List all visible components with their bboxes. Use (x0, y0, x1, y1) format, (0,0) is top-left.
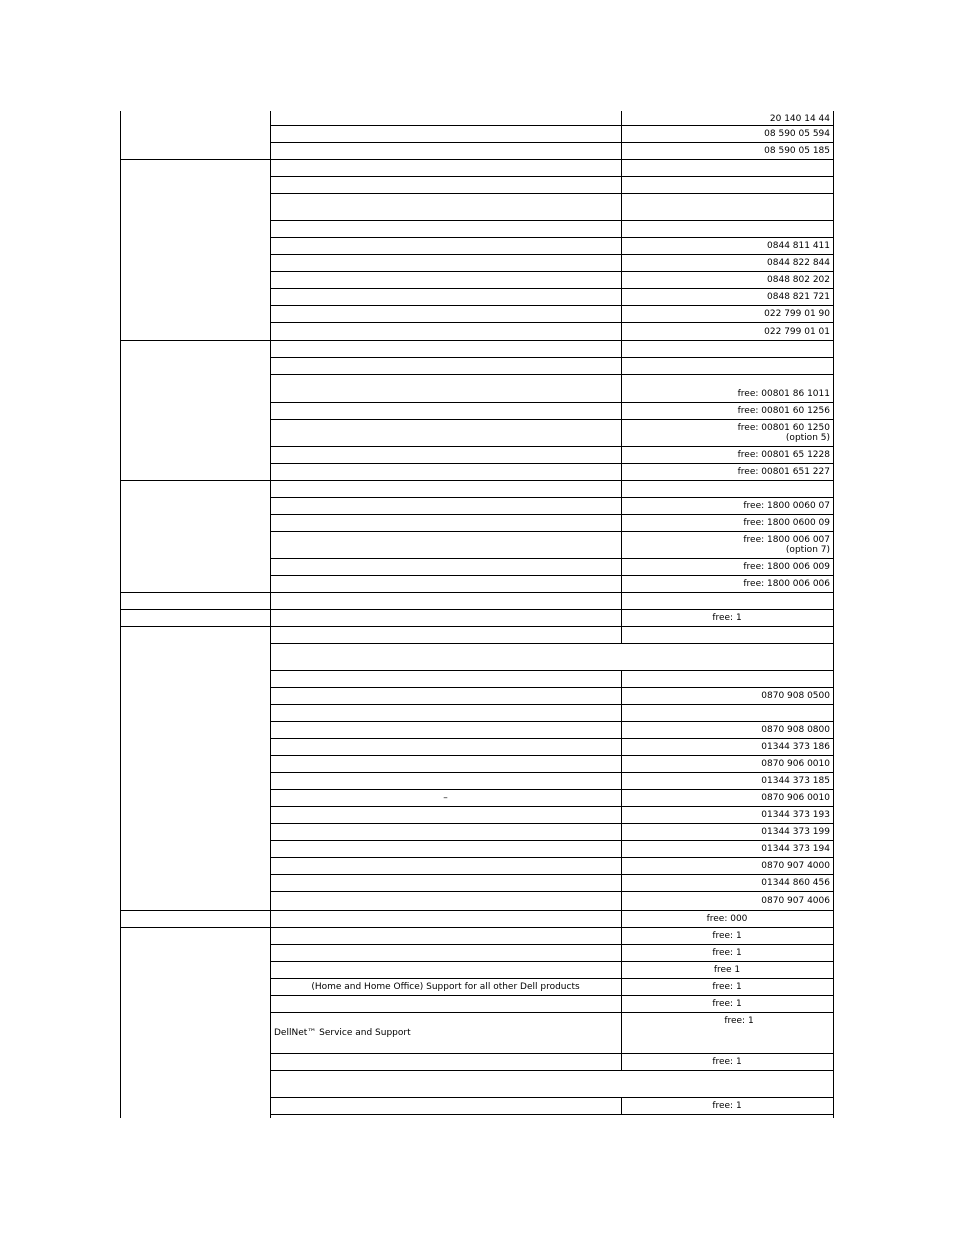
column-border-right (833, 111, 834, 1118)
row-separator (270, 305, 834, 306)
phone-number: free 1 (713, 965, 741, 975)
column-border-number (621, 575, 622, 592)
column-border-number (621, 789, 622, 806)
column-border-number (621, 704, 622, 721)
row-separator (270, 687, 834, 688)
column-border-number (621, 271, 622, 288)
group-separator (120, 910, 834, 911)
row-separator (270, 789, 834, 790)
column-border-number (621, 288, 622, 305)
row-separator (270, 237, 834, 238)
column-border-number (621, 823, 622, 840)
phone-number: 01344 373 186 (761, 742, 830, 752)
group-separator (120, 626, 834, 627)
column-border-number (621, 159, 622, 176)
phone-number: (option 5) (785, 433, 830, 443)
group-separator (120, 480, 834, 481)
row-separator (270, 176, 834, 177)
column-border-number (621, 480, 622, 497)
row-separator (270, 1097, 834, 1098)
row-separator (270, 220, 834, 221)
row-separator (270, 254, 834, 255)
phone-number: 0848 821 721 (767, 292, 830, 302)
phone-number: free: 1 (712, 1101, 742, 1111)
phone-number: free: 1800 0600 09 (743, 518, 830, 528)
column-border-number (621, 237, 622, 254)
column-border-number (621, 772, 622, 789)
row-separator (270, 944, 834, 945)
row-separator (270, 1114, 834, 1115)
column-border-number (621, 806, 622, 823)
phone-number: free: 000 (706, 914, 748, 924)
group-separator (120, 592, 834, 593)
service-description: DellNet™ Service and Support (274, 1028, 411, 1038)
phone-number: 01344 373 185 (761, 776, 830, 786)
phone-number: 0870 908 0500 (761, 691, 830, 701)
phone-number: free: 1 (712, 931, 742, 941)
column-border-number (621, 721, 622, 738)
column-border-number (621, 419, 622, 446)
row-separator (270, 514, 834, 515)
column-border-left (120, 111, 121, 1118)
group-separator (120, 927, 834, 928)
phone-number: 0870 907 4000 (761, 861, 830, 871)
row-separator (270, 978, 834, 979)
phone-number: 022 799 01 01 (764, 326, 830, 337)
row-separator (270, 288, 834, 289)
row-separator (270, 1070, 834, 1071)
column-border-number (621, 755, 622, 772)
row-separator (270, 961, 834, 962)
phone-number: free: 1 (712, 613, 742, 623)
row-separator (270, 772, 834, 773)
row-separator (270, 1012, 834, 1013)
row-separator (270, 125, 834, 126)
row-separator (270, 322, 834, 323)
column-border-number (621, 446, 622, 463)
phone-number: free: 1800 006 007 (743, 535, 830, 545)
row-separator (270, 721, 834, 722)
row-separator (270, 823, 834, 824)
phone-number: free: 00801 60 1250 (737, 423, 830, 433)
phone-number: free: 1 (712, 982, 742, 992)
row-separator (270, 531, 834, 532)
row-separator (270, 643, 834, 644)
column-border-number (621, 558, 622, 575)
phone-number: free: 00801 65 1228 (737, 450, 830, 460)
phone-number: free: 1 (712, 999, 742, 1009)
column-border-number (621, 531, 622, 558)
column-border-number (621, 193, 622, 220)
row-separator (270, 704, 834, 705)
row-separator (270, 558, 834, 559)
column-border-number (621, 738, 622, 755)
column-border-number (621, 626, 622, 643)
service-description: (Home and Home Office) Support for all other Dell products (311, 982, 580, 992)
phone-number: 08 590 05 594 (764, 129, 830, 139)
row-separator (270, 575, 834, 576)
service-description: – (443, 793, 448, 803)
phone-number: 01344 860 456 (761, 878, 830, 888)
phone-number: 022 799 01 90 (764, 309, 830, 319)
column-border-number (621, 874, 622, 891)
column-border-number (621, 176, 622, 193)
row-separator (270, 874, 834, 875)
phone-number: free: 1800 006 006 (743, 579, 830, 589)
phone-number: 0870 908 0800 (761, 725, 830, 735)
phone-number: 20 140 14 44 (769, 113, 830, 124)
row-separator (270, 755, 834, 756)
row-separator (270, 891, 834, 892)
row-separator (270, 374, 834, 375)
column-border-number (621, 840, 622, 857)
row-separator (270, 357, 834, 358)
row-separator (270, 857, 834, 858)
row-separator (270, 806, 834, 807)
phone-number: (option 7) (785, 545, 830, 555)
row-separator (270, 1053, 834, 1054)
column-border-number (621, 357, 622, 374)
column-border-number (621, 463, 622, 480)
column-border-number (621, 891, 622, 910)
column-border-number (621, 497, 622, 514)
phone-number: free: 1 (712, 1057, 742, 1067)
phone-number: 01344 373 199 (761, 827, 830, 837)
column-border-country (270, 111, 271, 1118)
column-border-number (621, 142, 622, 159)
phone-number: free: 1800 006 009 (743, 562, 830, 572)
phone-number: 0844 811 411 (767, 241, 830, 251)
phone-number: 0870 906 0010 (761, 793, 830, 803)
column-border-number (621, 374, 622, 402)
column-border-number (621, 340, 622, 357)
column-border-number (621, 687, 622, 704)
row-separator (270, 446, 834, 447)
row-separator (270, 271, 834, 272)
column-border-number (621, 857, 622, 874)
column-border-number (621, 111, 622, 125)
row-separator (270, 193, 834, 194)
column-border-number (621, 514, 622, 531)
column-border-number (621, 254, 622, 271)
phone-number: 0870 906 0010 (761, 759, 830, 769)
group-separator (120, 159, 834, 160)
phone-number: free: 00801 86 1011 (737, 389, 830, 399)
phone-number: free: 00801 651 227 (737, 467, 830, 477)
column-border-number (621, 402, 622, 419)
row-separator (270, 840, 834, 841)
column-border-number (621, 670, 622, 687)
row-separator (270, 995, 834, 996)
row-separator (270, 738, 834, 739)
phone-number: 01344 373 193 (761, 810, 830, 820)
column-border-number (621, 305, 622, 322)
row-separator (270, 402, 834, 403)
row-separator (270, 670, 834, 671)
row-separator (270, 419, 834, 420)
row-separator (270, 463, 834, 464)
column-border-number (621, 322, 622, 340)
phone-number: 01344 373 194 (761, 844, 830, 854)
phone-number: 0848 802 202 (767, 275, 830, 285)
phone-number: free: 1800 0060 07 (743, 501, 830, 511)
phone-number: free: 1 (724, 1016, 754, 1026)
group-separator (120, 609, 834, 610)
phone-number: 0844 822 844 (767, 258, 830, 268)
row-separator (270, 497, 834, 498)
group-separator (120, 340, 834, 341)
phone-number: free: 1 (712, 948, 742, 958)
phone-number: 08 590 05 185 (764, 146, 830, 156)
column-border-number (621, 592, 622, 609)
column-border-number (621, 220, 622, 237)
column-border-number (621, 125, 622, 142)
row-separator (270, 142, 834, 143)
phone-number: free: 00801 60 1256 (737, 406, 830, 416)
phone-number: 0870 907 4006 (761, 896, 830, 906)
